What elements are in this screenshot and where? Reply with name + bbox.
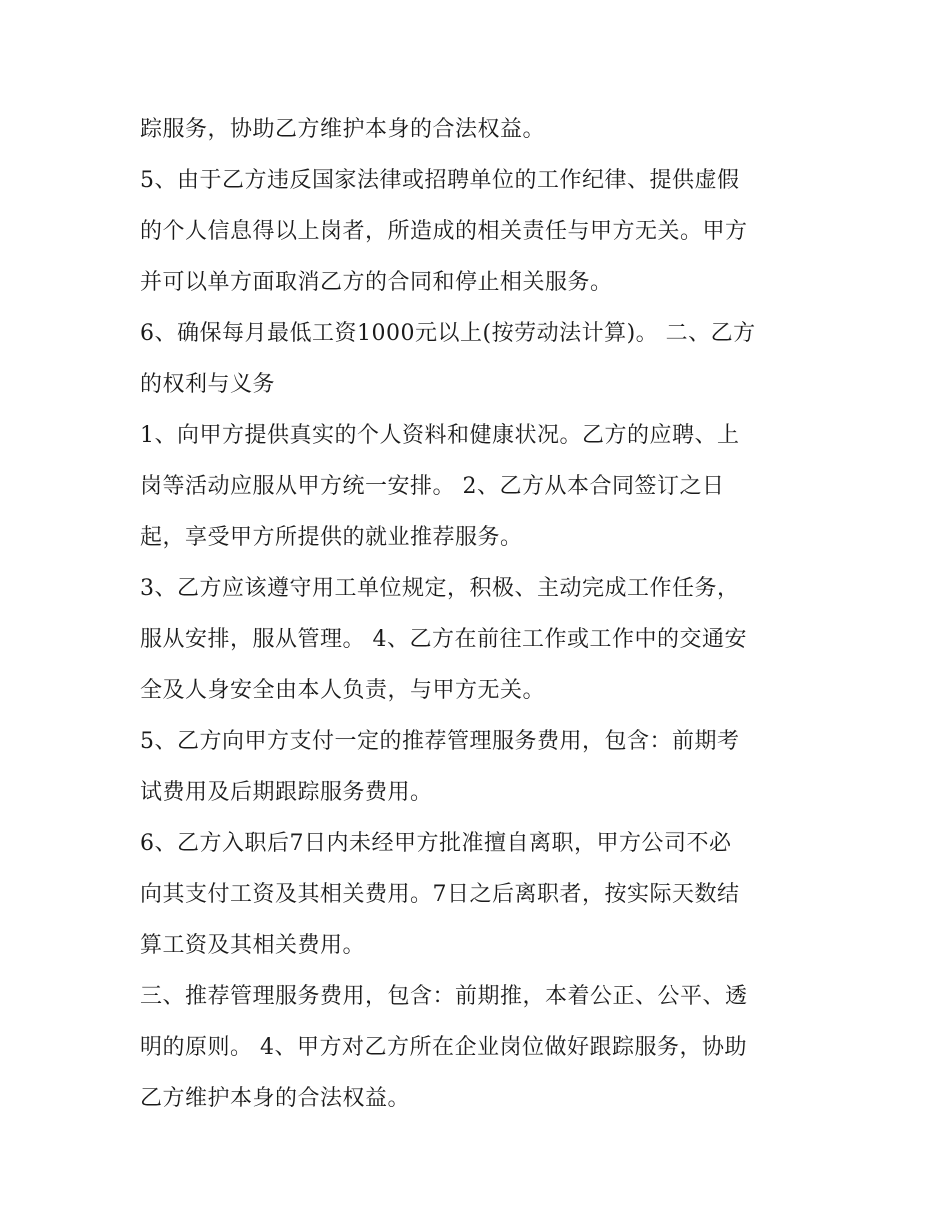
text-line: 5、乙方向甲方支付一定的推荐管理服务费用，包含：前期考: [140, 729, 740, 754]
text-line: 1、向甲方提供真实的个人资料和健康状况。乙方的应聘、上: [140, 423, 740, 448]
text-line: 起，享受甲方所提供的就业推荐服务。: [140, 525, 523, 550]
text-line: 全及人身安全由本人负责，与甲方无关。: [140, 678, 546, 703]
text-line: 服从安排，服从管理。 4、乙方在前往工作或工作中的交通安: [140, 627, 747, 652]
text-line: 三、推荐管理服务费用，包含：前期推，本着公正、公平、透: [140, 984, 748, 1009]
text-line: 的权利与义务: [140, 372, 276, 397]
text-line: 向其支付工资及其相关费用。7日之后离职者，按实际天数结: [140, 882, 740, 907]
text-line: 明的原则。 4、甲方对乙方所在企业岗位做好跟踪服务，协助: [140, 1035, 747, 1060]
text-line: 岗等活动应服从甲方统一安排。 2、乙方从本合同签订之日: [140, 474, 725, 499]
text-line: 3、乙方应该遵守用工单位规定，积极、主动完成工作任务，: [140, 576, 740, 601]
text-line: 6、乙方入职后7日内未经甲方批准擅自离职，甲方公司不必: [140, 831, 732, 856]
text-line: 并可以单方面取消乙方的合同和停止相关服务。: [140, 270, 613, 295]
text-line: 算工资及其相关费用。: [140, 933, 366, 958]
text-line: 6、确保每月最低工资1000元以上(按劳动法计算)。 二、乙方: [140, 321, 756, 346]
text-line: 的个人信息得以上岗者，所造成的相关责任与甲方无关。甲方: [140, 219, 748, 244]
text-line: 5、由于乙方违反国家法律或招聘单位的工作纪律、提供虚假: [140, 168, 740, 193]
text-line: 踪服务，协助乙方维护本身的合法权益。: [140, 117, 546, 142]
document-body: [140, 104, 820, 1124]
text-line: 乙方维护本身的合法权益。: [140, 1086, 411, 1111]
text-line: 试费用及后期跟踪服务费用。: [140, 780, 433, 805]
